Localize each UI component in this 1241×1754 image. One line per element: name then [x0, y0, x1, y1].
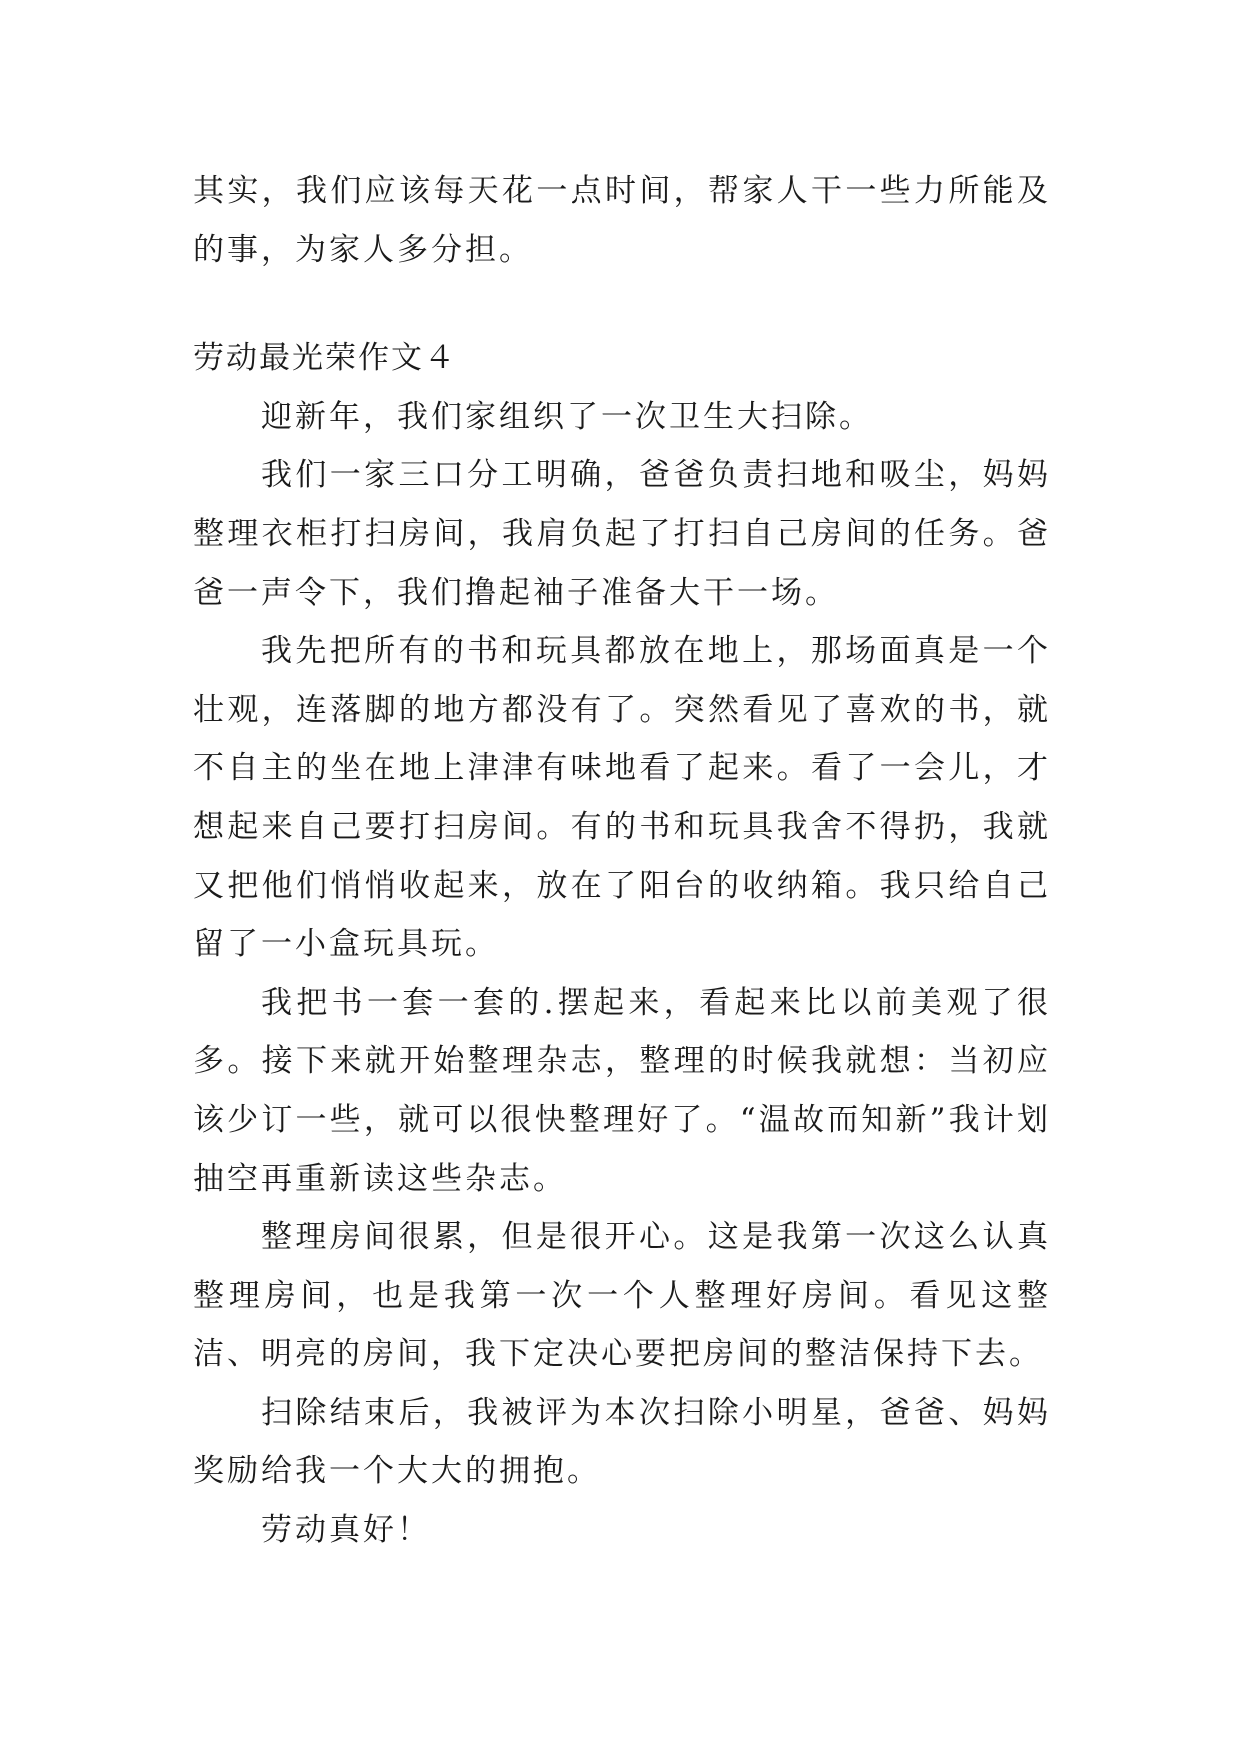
paragraph: 我先把所有的书和玩具都放在地上，那场面真是一个壮观，连落脚的地方都没有了。突然看见了喜欢的书，就不自主的坐在地上津津有味地看了起来。看了一会儿，才想起来自己要打扫房间。有的书和玩具我舍不得扔，我就又把他们悄悄收起来，放在了阳台的收纳箱。我只给自己留了一小盒玩具玩。 [193, 633, 1051, 963]
paragraph: 迎新年，我们家组织了一次卫生大扫除。 [261, 398, 873, 435]
intro-paragraph: 其实，我们应该每天花一点时间，帮家人干一些力所能及的事，为家人多分担。 [193, 173, 1051, 268]
document-body [193, 162, 1051, 1560]
paragraph: 我们一家三口分工明确，爸爸负责扫地和吸尘，妈妈整理衣柜打扫房间，我肩负起了打扫自己房间的任务。爸爸一声令下，我们撸起袖子准备大干一场。 [193, 457, 1051, 611]
paragraph: 整理房间很累，但是很开心。这是我第一次这么认真整理房间，也是我第一次一个人整理好房间。看见这整洁、明亮的房间，我下定决心要把房间的整洁保持下去。 [193, 1219, 1051, 1373]
paragraph: 劳动真好！ [261, 1512, 431, 1549]
section-title: 劳动最光荣作文４ [193, 340, 457, 377]
paragraph: 扫除结束后，我被评为本次扫除小明星，爸爸、妈妈奖励给我一个大大的拥抱。 [193, 1394, 1051, 1490]
paragraph: 我把书一套一套的.摆起来，看起来比以前美观了很多。接下来就开始整理杂志，整理的时候我就想：当初应该少订一些，就可以很快整理好了。“温故而知新”我计划抽空再重新读这些杂志。 [193, 984, 1051, 1197]
